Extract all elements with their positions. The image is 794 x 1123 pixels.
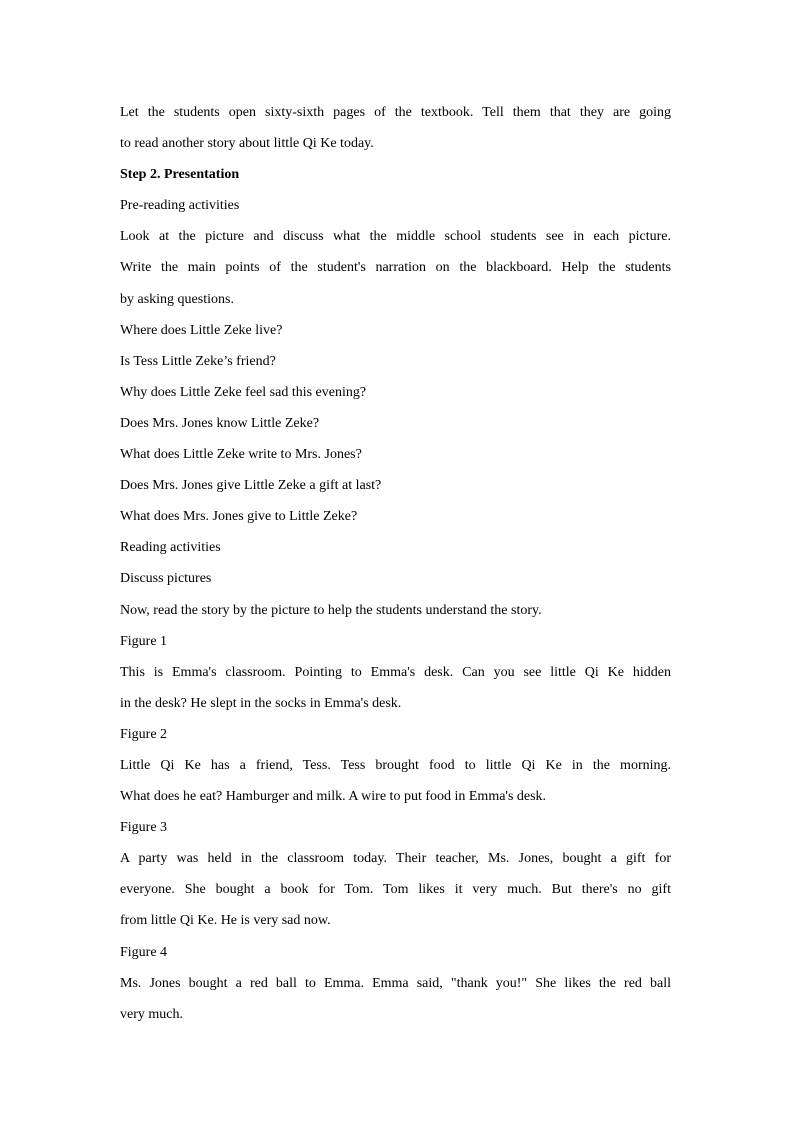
paragraph-line: Ms. Jones bought a red ball to Emma. Emma said, "thank you!" She likes the red ball xyxy=(120,975,671,991)
subheading-line: Reading activities xyxy=(120,540,221,556)
document-page xyxy=(120,97,671,1030)
question-line: Does Mrs. Jones give Little Zeke a gift at last? xyxy=(120,478,382,494)
paragraph-line: A party was held in the classroom today. Their teacher, Ms. Jones, bought a gift for xyxy=(120,851,671,867)
paragraph-line: What does he eat? Hamburger and milk. A wire to put food in Emma's desk. xyxy=(120,789,547,805)
figure-label: Figure 2 xyxy=(120,726,168,742)
figure-label: Figure 3 xyxy=(120,820,168,836)
paragraph-line: Let the students open sixty-sixth pages of the textbook. Tell them that they are going xyxy=(120,105,671,120)
paragraph-line: everyone. She bought a book for Tom. Tom likes it very much. But there's no gift xyxy=(120,882,671,898)
paragraph-line: This is Emma's classroom. Pointing to Emma's desk. Can you see little Qi Ke hidden xyxy=(120,664,671,680)
figure-label: Figure 1 xyxy=(120,633,168,649)
paragraph-line: very much. xyxy=(120,1006,183,1022)
question-line: What does Mrs. Jones give to Little Zeke? xyxy=(120,509,358,525)
question-line: What does Little Zeke write to Mrs. Jones? xyxy=(120,447,362,463)
paragraph-line: to read another story about little Qi Ke today. xyxy=(120,136,374,152)
figure-label: Figure 4 xyxy=(120,944,168,960)
paragraph-line: Look at the picture and discuss what the middle school students see in each picture. xyxy=(120,229,671,245)
paragraph-line: Write the main points of the student's narration on the blackboard. Help the students xyxy=(120,260,671,276)
subheading-line: Pre-reading activities xyxy=(120,198,240,214)
question-line: Does Mrs. Jones know Little Zeke? xyxy=(120,415,320,431)
question-line: Why does Little Zeke feel sad this evening? xyxy=(120,384,367,400)
paragraph-line: Little Qi Ke has a friend, Tess. Tess brought food to little Qi Ke in the morning. xyxy=(120,757,671,773)
section-heading: Step 2. Presentation xyxy=(120,167,240,183)
paragraph-line: from little Qi Ke. He is very sad now. xyxy=(120,913,331,929)
question-line: Where does Little Zeke live? xyxy=(120,322,283,338)
question-line: Is Tess Little Zeke’s friend? xyxy=(120,353,276,369)
paragraph-line: in the desk? He slept in the socks in Emma's desk. xyxy=(120,695,402,711)
subheading-line: Discuss pictures xyxy=(120,571,212,587)
paragraph-line: by asking questions. xyxy=(120,291,234,307)
paragraph-line: Now, read the story by the picture to help the students understand the story. xyxy=(120,602,542,618)
